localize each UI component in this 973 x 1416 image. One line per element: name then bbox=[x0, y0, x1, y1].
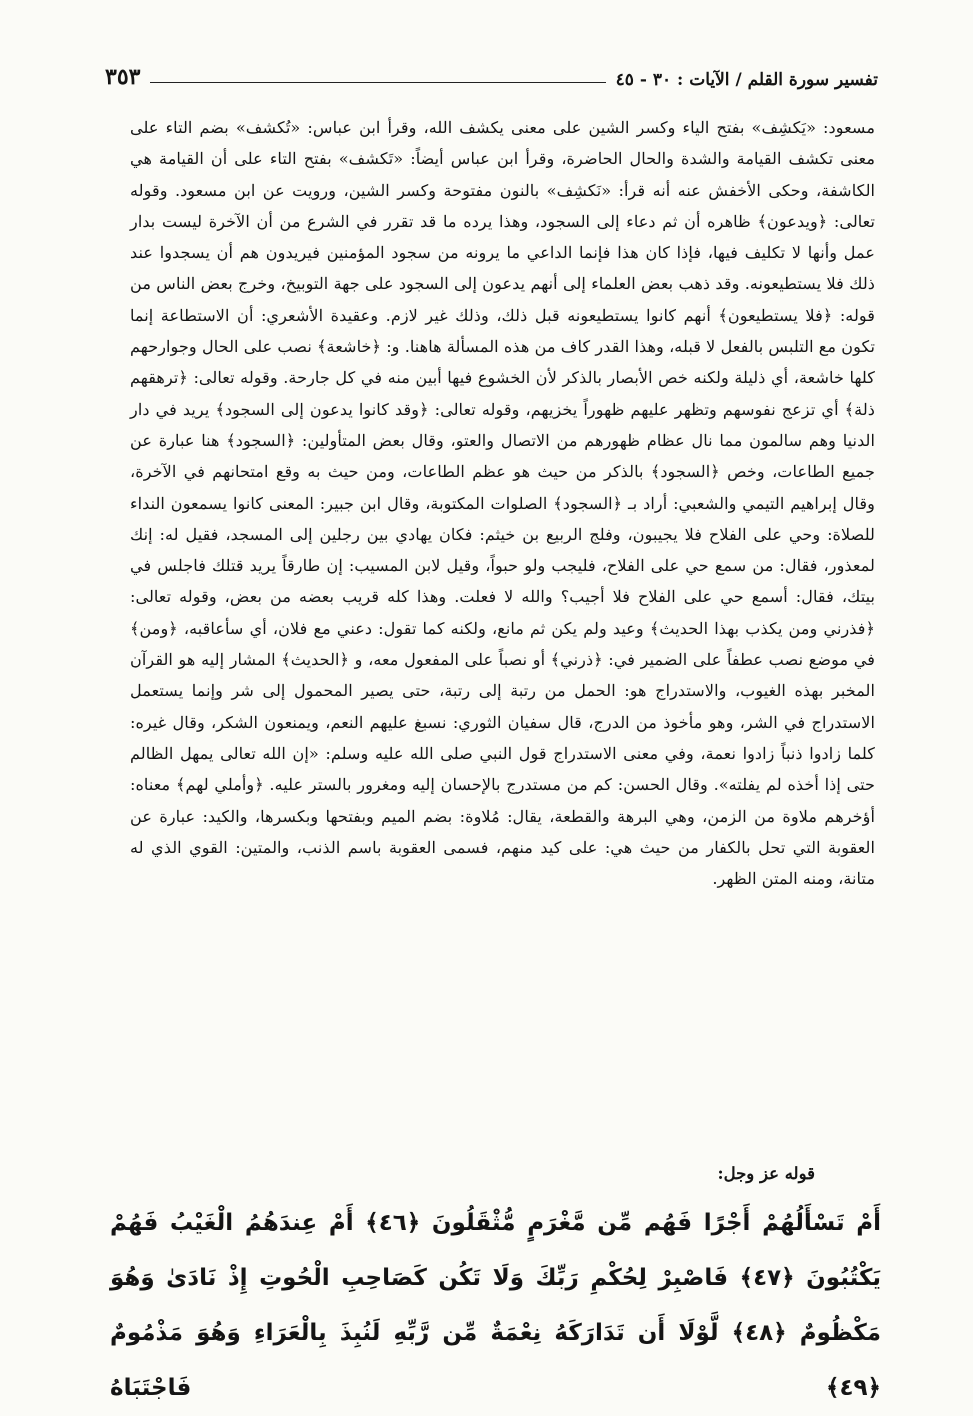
header-rule bbox=[150, 82, 605, 83]
header-title: تفسير سورة القلم / الآيات : ٣٠ - ٤٥ bbox=[615, 70, 878, 90]
commentary-body bbox=[130, 112, 875, 894]
section-label: قوله عز وجل: bbox=[717, 1164, 815, 1183]
commentary-paragraph: مسعود: «يَكشِف» بفتح الياء وكسر الشين على معنى يكشف الله، وقرأ ابن عباس: «تُكشف» بضم التاء على معنى تكشف القيامة والشدة والحال الحاضرة، وقرأ ابن عباس أيضاً: «تَكشف» بفتح التاء على أن القيامة هي الكاشفة، وحكى الأخفش عنه أنه قرأ: «نَكشِف» بالنون مفتوحة وكسر الشين، ورويت عن ابن مسعود. وقوله تعالى: ﴿ويدعون﴾ ظاهره أن ثم دعاء إلى السجود، وهذا يرده ما قد تقرر في الشرع من أن الآخرة ليست بدار عمل وأنها لا تكليف فيها، فإذا كان هذا فإنما الداعي ما يرونه من سجود المؤمنين فيريدون هم أن يسجدوا عند ذلك فلا يستطيعونه. وقد ذهب بعض العلماء إلى أنهم يدعون إلى السجود على جهة التوبيخ، وخرج بعض الناس من قوله: ﴿فلا يستطيعون﴾ أنهم كانوا يستطيعونه قبل ذلك، وذلك غير لازم. وعقيدة الأشعري: أن الاستطاعة إنما تكون مع التلبس بالفعل لا قبله، وهذا القدر كاف من هذه المسألة هاهنا. و: ﴿خاشعة﴾ نصب على الحال وجوارحهم كلها خاشعة، أي ذليلة ولكنه خص الأبصار بالذكر لأن الخشوع فيها أبين منه في كل جارحة. وقوله تعالى: ﴿ترهقهم ذلة﴾ أي تزعج نفوسهم وتظهر عليهم ظهوراً يخزيهم، وقوله تعالى: ﴿وقد كانوا يدعون إلى السجود﴾ يريد في دار الدنيا وهم سالمون مما نال عظام ظهورهم من الاتصال والعتو، وقال بعض المتأولين: ﴿السجود﴾ هنا عبارة عن جميع الطاعات، وخص ﴿السجود﴾ بالذكر من حيث هو عظم الطاعات، ومن حيث به وقع امتحانهم في الآخرة، وقال إبراهيم التيمي والشعبي: أراد بـ ﴿السجود﴾ الصلوات المكتوبة، وقال ابن جبير: المعنى كانوا يسمعون النداء للصلاة: وحي على الفلاح فلا يجيبون، وفلج الربيع بن خيثم: فكان يهادي بين رجلين إلى المسجد، فقيل له: إنك لمعذور، فقال: من سمع حي على الفلاح، فليجب ولو حبواً، وقيل لابن المسيب: إن طارقاً يريد قتلك فاجلس في بيتك، فقال: أسمع حي على الفلاح فلا أجيب؟ والله لا فعلت. وهذا كله قريب بعضه من بعض، وقوله تعالى: ﴿فذرني ومن يكذب بهذا الحديث﴾ وعيد ولم يكن ثم مانع، ولكنه كما تقول: دعني مع فلان، أي سأعاقبه، ﴿ومن﴾ في موضع نصب عطفاً على الضمير في: ﴿ذرني﴾ أو نصباً على المفعول معه، و ﴿الحديث﴾ المشار إليه هو القرآن المخبر بهذه الغيوب، والاستدراج هو: الحمل من رتبة إلى رتبة، حتى يصير المحمول إلى شر وإنما يستعمل الاستدراج في الشر، وهو مأخوذ من الدرج، قال سفيان الثوري: نسبغ عليهم النعم، ويمنعون الشكر، وقال غيره: كلما زادوا ذنباً زادوا نعمة، وفي معنى الاستدراج قول النبي صلى الله عليه وسلم: «إن الله تعالى يمهل الظالم حتى إذا أخذه لم يفلته». وقال الحسن: كم من مستدرج بالإحسان إليه ومغرور بالستر عليه. ﴿وأملي لهم﴾ معناه: أؤخرهم ملاوة من الزمن، وهي البرهة والقطعة، يقال: مُلاوة: بضم الميم وبفتحها وبكسرها، والكيد: عبارة عن العقوبة التي تحل بالكفار من حيث هي: على كيد منهم، فسمى العقوبة باسم الذنب، والمتين: القوي الذي له متانة، ومنه المتن الظهر. bbox=[130, 118, 875, 889]
quran-verses: أَمْ تَسْأَلُهُمْ أَجْرًا فَهُم مِّن مَّغْرَمٍ مُّثْقَلُونَ ﴿٤٦﴾ أَمْ عِندَهُمُ الْغَيْبُ فَهُمْ يَكْتُبُونَ ﴿٤٧﴾ فَاصْبِرْ لِحُكْمِ رَبِّكَ وَلَا تَكُن كَصَاحِبِ الْحُوتِ إِذْ نَادَىٰ وَهُوَ مَكْظُومٌ ﴿٤٨﴾ لَّوْلَا أَن تَدَارَكَهُ نِعْمَةٌ مِّن رَّبِّهِ لَنُبِذَ بِالْعَرَاءِ وَهُوَ مَذْمُومٌ ﴿٤٩﴾ فَاجْتَبَاهُ bbox=[110, 1210, 881, 1401]
page-header bbox=[105, 58, 878, 90]
page-number: ٣٥٣ bbox=[105, 64, 141, 90]
